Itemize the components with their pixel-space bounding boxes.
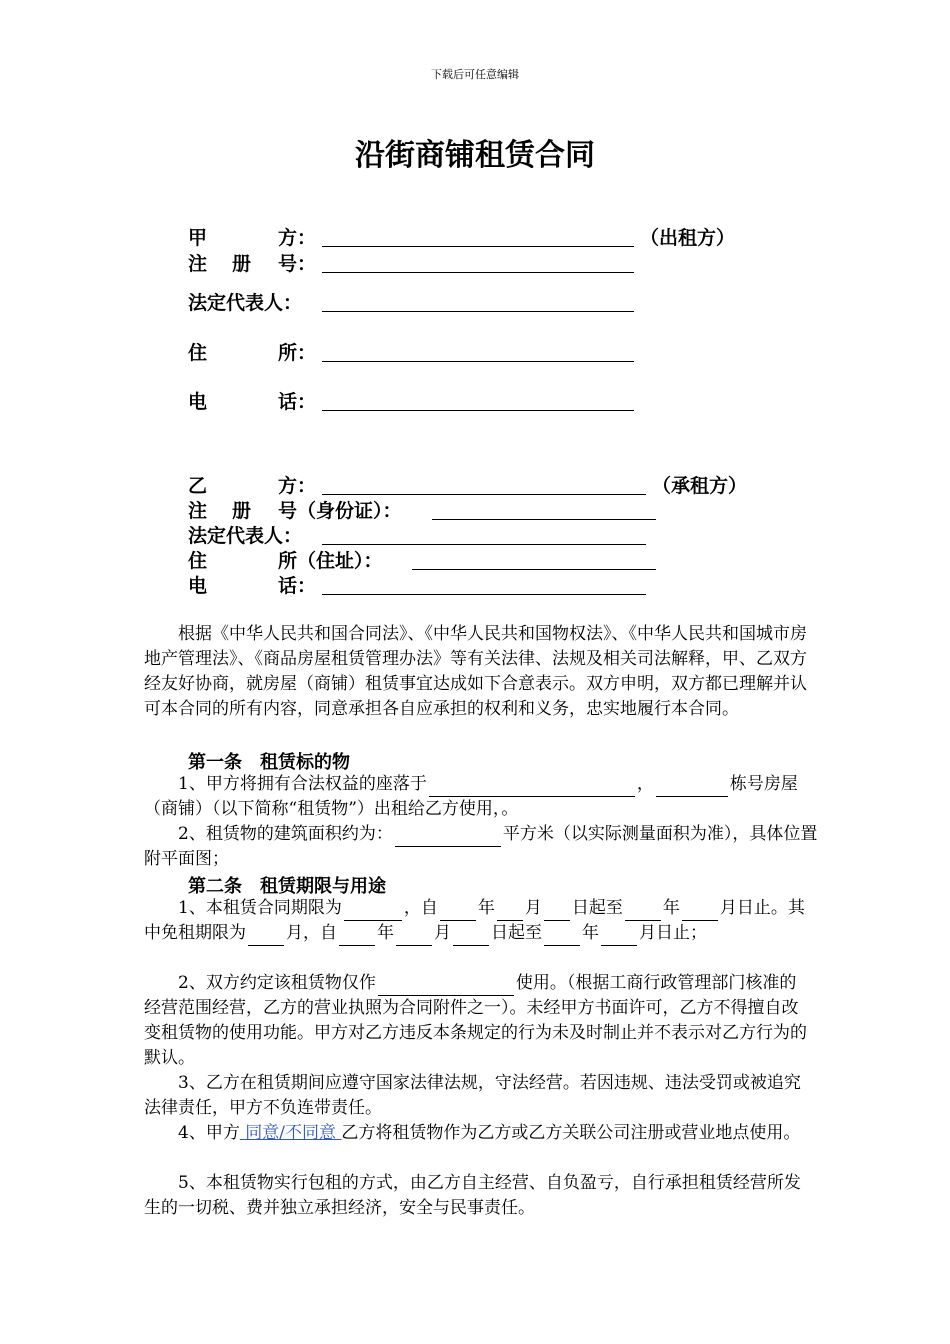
party-b-addr-label-2: 所（住址）： — [278, 550, 383, 572]
party-b-reg-label-3: 号（身份证）： — [278, 500, 402, 522]
article-1-clause-1-text-b: ， — [636, 774, 654, 794]
party-b-name-field[interactable] — [322, 474, 646, 495]
location-blank[interactable] — [429, 778, 635, 797]
party-b-addr-label-1: 住 — [188, 550, 208, 572]
a2c1-comma-from: 月，自 — [286, 923, 337, 943]
article-1-clause-2 — [144, 822, 824, 872]
building-number-blank[interactable] — [656, 778, 728, 797]
party-b-tel-label-1: 电 — [188, 575, 208, 597]
a2c1-month-3: 月 — [434, 923, 451, 943]
a2c1-end: 日止。其中免租期限为 — [144, 898, 805, 943]
article-1-clause-1 — [144, 772, 808, 822]
a2c1-month: 月 — [524, 898, 542, 918]
party-a-reg-field[interactable] — [322, 252, 634, 273]
start-month-blank[interactable] — [497, 902, 523, 921]
party-b-addr-field[interactable] — [412, 549, 656, 570]
party-b-reg-field[interactable] — [432, 499, 656, 520]
article-1-heading: 第一条 租赁标的物 — [188, 752, 350, 773]
a2c1-final: 日止； — [656, 923, 707, 943]
party-b-tel-field[interactable] — [322, 574, 646, 595]
header-note: 下载后可任意编辑 — [431, 68, 519, 81]
a2c1-day-from-2: 日起至 — [491, 923, 542, 943]
party-a-tel-label-2: 话： — [278, 391, 317, 413]
article-2-clause-1 — [144, 896, 808, 946]
party-a-role: （出租方） — [640, 227, 736, 249]
a2c1-month-4: 月 — [639, 923, 656, 943]
article-1-clause-2-text-a: 2、租赁物的建筑面积约为： — [178, 824, 393, 844]
party-b-reg-label-1: 注 — [188, 500, 208, 522]
a2c1-year-2: 年 — [662, 898, 680, 918]
a2c1-text-a: 1、本租赁合同期限为 — [178, 898, 342, 918]
party-a-legal-rep-label: 法定代表人： — [188, 292, 303, 314]
party-a-reg-label-2: 册 — [232, 253, 252, 275]
free-start-day-blank[interactable] — [453, 927, 489, 946]
free-end-year-blank[interactable] — [544, 927, 580, 946]
article-1-clause-1-text-a: 1、甲方将拥有合法权益的座落于 — [178, 774, 427, 794]
party-a-label-tail: 方： — [278, 227, 317, 249]
party-b-label: 乙 — [188, 475, 208, 497]
free-start-year-blank[interactable] — [339, 927, 375, 946]
a2c2-text-a: 2、双方约定该租赁物仅作 — [178, 973, 376, 993]
free-months-blank[interactable] — [248, 927, 284, 946]
start-year-blank[interactable] — [440, 902, 476, 921]
start-day-blank[interactable] — [544, 902, 570, 921]
preamble-paragraph: 根据《中华人民共和国合同法》、《中华人民共和国物权法》、《中华人民共和国城市房地产管理法》、《商品房屋租赁管理办法》等有关法律、法规及相关司法解释，甲、乙双方经友好协商，就房屋（商铺）租赁事宜达成如下合意表示。双方申明，双方都已理解并认可本合同的所有内容，同意承担各自应承担的权利和义务，忠实地履行本合同。 — [144, 624, 807, 719]
area-blank[interactable] — [395, 828, 501, 847]
party-a-addr-label-2: 所： — [278, 342, 317, 364]
a2c2-text-b: 使用。（根据工商行政管理部门核准的经营范围经营，乙方的营业执照为合同附件之一）。未经甲方书面许可，乙方不得擅自改变租赁物的使用功能。甲方对乙方违反本条规定的行为未及时制止并不表示对乙方行为的默认。 — [144, 973, 807, 1068]
article-2-clause-4 — [144, 1121, 808, 1146]
a2c1-year-3: 年 — [377, 923, 394, 943]
article-2-heading: 第二条 租赁期限与用途 — [188, 876, 386, 897]
party-b-legal-rep-field[interactable] — [322, 524, 646, 545]
party-a-reg-label-1: 注 — [188, 253, 208, 275]
a2c1-year-4: 年 — [582, 923, 599, 943]
party-a-addr-field[interactable] — [322, 341, 634, 362]
a2c1-text-b: ，自 — [403, 898, 438, 918]
a2c4-text-a: 4、甲方 — [178, 1123, 240, 1143]
party-a-reg-label-3: 号： — [278, 253, 317, 275]
a2c1-year: 年 — [477, 898, 495, 918]
party-b-label-tail: 方： — [278, 475, 317, 497]
party-a-tel-field[interactable] — [322, 390, 634, 411]
party-a-name-field[interactable] — [322, 226, 634, 247]
party-b-role: （承租方） — [652, 475, 748, 497]
party-a-tel-label-1: 电 — [188, 391, 208, 413]
free-start-month-blank[interactable] — [396, 927, 432, 946]
usage-blank[interactable] — [378, 977, 514, 996]
party-b-tel-label-2: 话： — [278, 575, 317, 597]
a2c1-month-2: 月 — [719, 898, 737, 918]
party-b-legal-rep-label: 法定代表人： — [188, 525, 303, 547]
end-month-blank[interactable] — [682, 902, 718, 921]
article-2-clause-5: 5、本租赁物实行包租的方式，由乙方自主经营、自负盈亏，自行承担租赁经营所发生的一切税、费并独立承担经济，安全与民事责任。 — [144, 1173, 801, 1218]
party-b-reg-label-2: 册 — [232, 500, 252, 522]
a2c4-text-b: 乙方将租赁物作为乙方或乙方关联公司注册或营业地点使用。 — [341, 1123, 801, 1143]
article-1-clause-1-text-c: 栋号房屋（商铺）（以下简称“租赁物”）出租给乙方使用，。 — [144, 774, 798, 819]
free-end-month-blank[interactable] — [601, 927, 637, 946]
page-title: 沿街商铺租赁合同 — [355, 138, 595, 173]
article-1-clause-2-text-b: 平方米（以实际测量面积为准），具体位置附平面图； — [144, 824, 818, 869]
article-2-clause-3: 3、乙方在租赁期间应遵守国家法律法规，守法经营。若因违规、违法受罚或被追究法律责任，甲方不负连带责任。 — [144, 1073, 801, 1118]
a2c1-day-from: 日起至 — [571, 898, 623, 918]
term-blank[interactable] — [344, 902, 402, 921]
party-a-legal-rep-field[interactable] — [322, 291, 634, 312]
agree-disagree-link[interactable]: 同意/不同意 — [239, 1123, 342, 1143]
party-a-label: 甲 — [188, 227, 208, 249]
end-year-blank[interactable] — [625, 902, 661, 921]
article-2-clause-2 — [144, 971, 808, 1071]
party-a-addr-label-1: 住 — [188, 342, 208, 364]
